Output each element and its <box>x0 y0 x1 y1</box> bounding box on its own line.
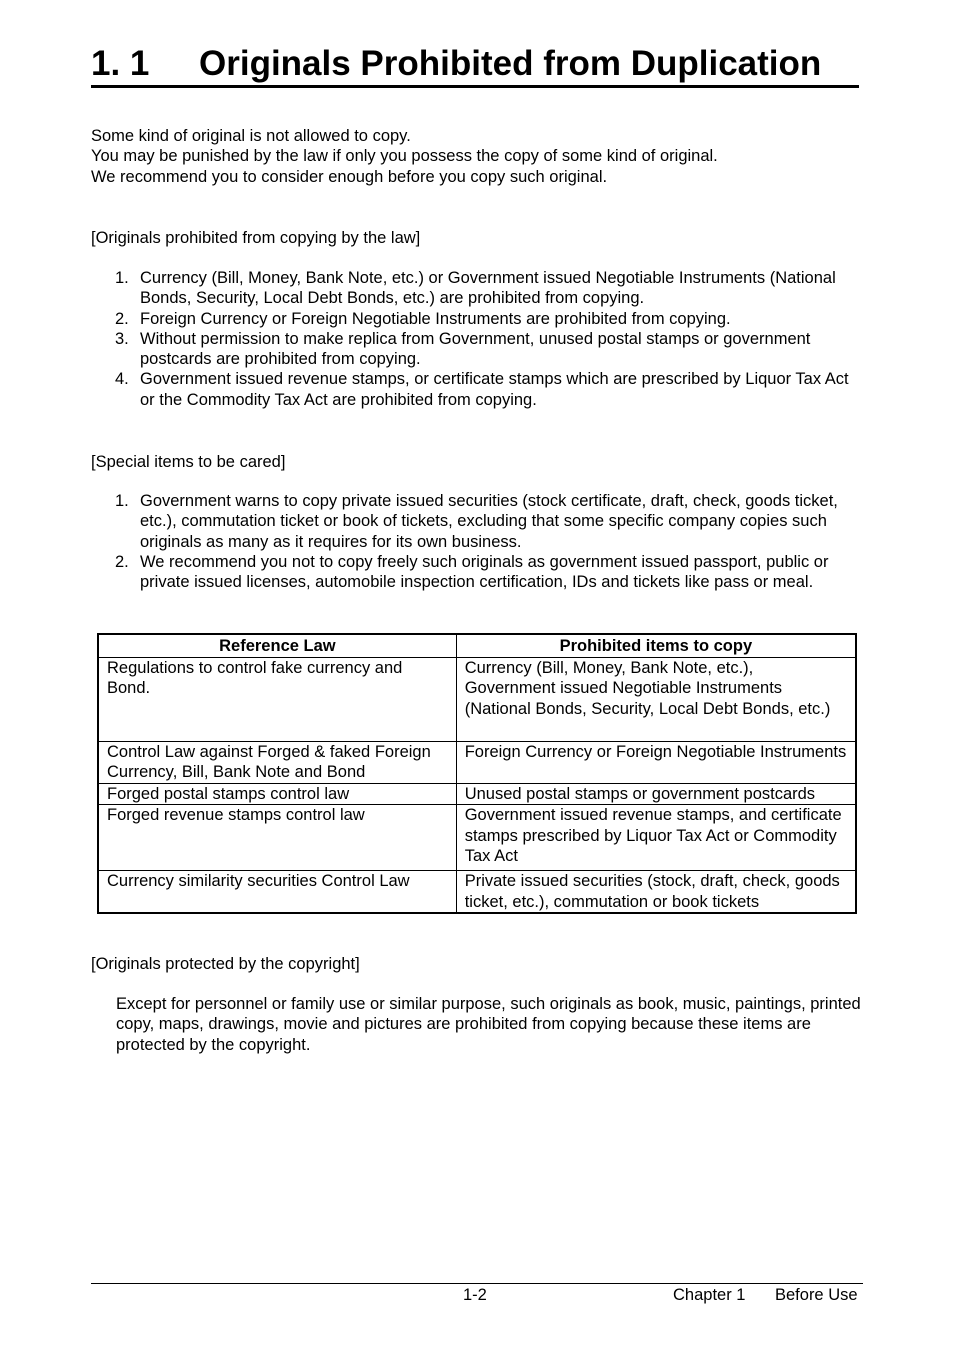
table-row <box>98 805 856 871</box>
table-cell-law: Forged revenue stamps control law <box>98 805 456 871</box>
list-item-number: 2. <box>115 552 129 571</box>
table-row <box>98 871 856 913</box>
table-header-row <box>98 634 856 658</box>
list-item-number: 2. <box>115 309 129 328</box>
list-item-text: Government issued revenue stamps, or certificate stamps which are prescribed by Liquor Tax Act or the Commodity Tax Act are prohibited from copying. <box>140 370 849 409</box>
table-cell-items: Unused postal stamps or government postcards <box>456 784 856 805</box>
intro-paragraph <box>91 126 718 187</box>
table-cell-items: Private issued securities (stock, draft, check, goods ticket, etc.), commutation or book tickets <box>456 871 856 913</box>
copyright-paragraph: Except for personnel or family use or similar purpose, such originals as book, music, paintings, printed copy, maps, drawings, movie and pictures are prohibited from copying because these items are protected by the copyright. <box>116 995 861 1054</box>
list-item <box>91 369 861 410</box>
table-row <box>98 658 856 742</box>
reference-law-table <box>97 633 857 914</box>
column-header-prohibited-items: Prohibited items to copy <box>456 634 856 658</box>
list-item-text: Foreign Currency or Foreign Negotiable Instruments are prohibited from copying. <box>140 309 731 328</box>
footer-page-number: 1-2 <box>463 1286 487 1304</box>
law-list <box>91 268 861 410</box>
special-list <box>91 491 861 592</box>
table-cell-items: Currency (Bill, Money, Bank Note, etc.), Government issued Negotiable Instruments (National Bonds, Security, Local Debt Bonds, etc.) <box>456 658 856 742</box>
intro-line: We recommend you to consider enough before you copy such original. <box>91 167 608 186</box>
list-item <box>91 268 861 309</box>
table-cell-law: Currency similarity securities Control Law <box>98 871 456 913</box>
heading-number: 1. 1 <box>91 44 150 83</box>
page-heading <box>91 44 859 88</box>
table-row <box>98 784 856 805</box>
section-label-law: [Originals prohibited from copying by the law] <box>91 229 421 247</box>
section-label-copyright: [Originals protected by the copyright] <box>91 955 360 973</box>
intro-line: You may be punished by the law if only you possess the copy of some kind of original. <box>91 147 718 166</box>
list-item-number: 4. <box>115 370 129 389</box>
list-item <box>91 309 861 329</box>
list-item-number: 3. <box>115 329 129 348</box>
footer-divider <box>91 1283 863 1284</box>
list-item <box>91 329 861 370</box>
column-header-reference-law: Reference Law <box>98 634 456 658</box>
list-item-text: Currency (Bill, Money, Bank Note, etc.) or Government issued Negotiable Instruments (National Bonds, Security, Local Debt Bonds, etc.) are prohibited from copying. <box>140 269 836 308</box>
list-item <box>91 491 861 552</box>
footer-section: Before Use <box>775 1286 858 1304</box>
table-row <box>98 742 856 784</box>
table-cell-law: Control Law against Forged & faked Foreign Currency, Bill, Bank Note and Bond <box>98 742 456 784</box>
table-cell-law: Regulations to control fake currency and Bond. <box>98 658 456 742</box>
table-cell-items: Foreign Currency or Foreign Negotiable Instruments <box>456 742 856 784</box>
intro-line: Some kind of original is not allowed to copy. <box>91 127 411 145</box>
list-item <box>91 552 861 593</box>
list-item-text: Without permission to make replica from Government, unused postal stamps or government postcards are prohibited from copying. <box>140 329 811 369</box>
footer-chapter: Chapter 1 <box>673 1286 746 1304</box>
section-label-special: [Special items to be cared] <box>91 453 286 471</box>
table-cell-items: Government issued revenue stamps, and certificate stamps prescribed by Liquor Tax Act or Commodity Tax Act <box>456 805 856 871</box>
table-cell-law: Forged postal stamps control law <box>98 784 456 805</box>
list-item-text: Government warns to copy private issued securities (stock certificate, draft, check, goods ticket, etc.), commutation ticket or book of tickets, excluding that some specific company copies such originals as many as it requires for its own business. <box>140 492 838 551</box>
list-item-number: 1. <box>115 269 129 287</box>
list-item-text: We recommend you not to copy freely such originals as government issued passport, public or private issued licenses, automobile inspection certification, IDs and tickets like pass or meal. <box>140 552 829 592</box>
heading-title: Originals Prohibited from Duplication <box>199 44 822 83</box>
list-item-number: 1. <box>115 492 129 510</box>
